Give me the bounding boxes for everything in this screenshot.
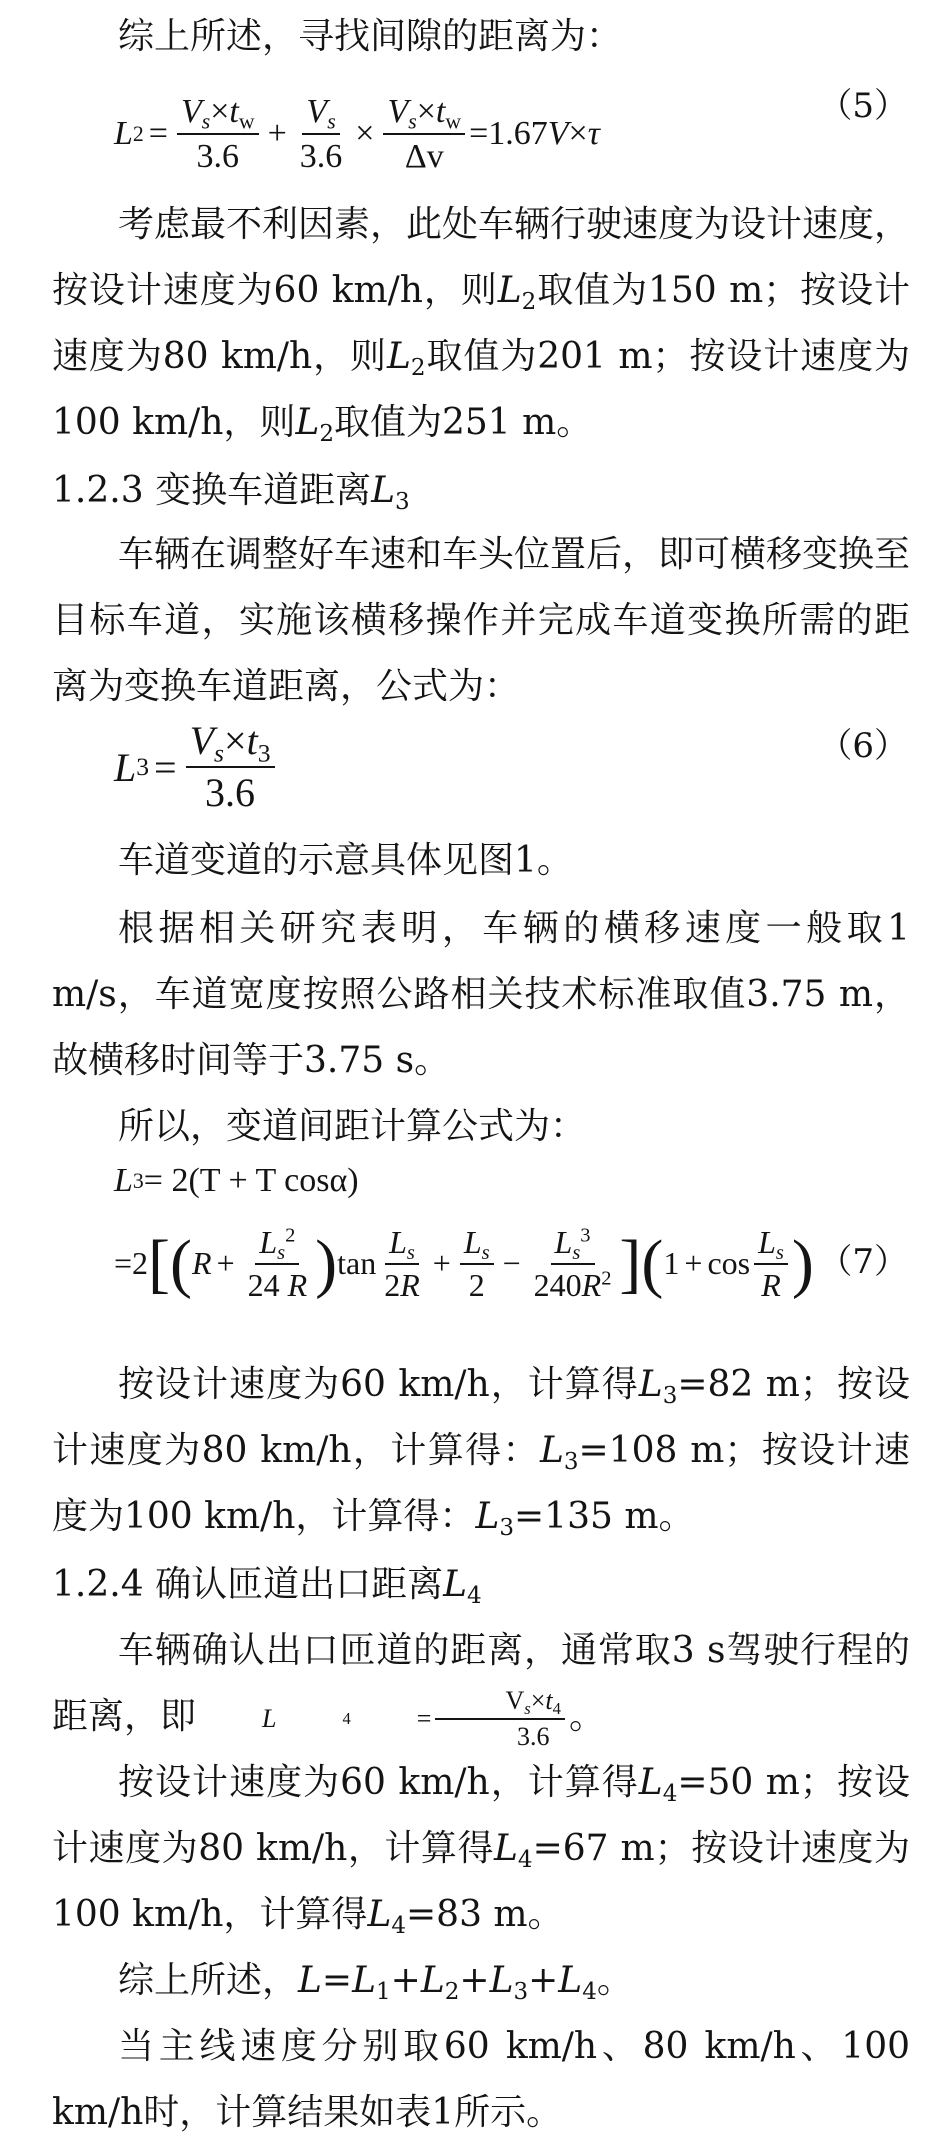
section-heading-1-2-4: 1.2.4 确认匝道出口距离$L_4$	[52, 1564, 482, 1609]
paragraph-design-speed-L2: 考虑最不利因素，此处车辆行驶速度为设计速度，按设计速度为60 km/h，则$L_2$取值为150 m；按设计速度为80 km/h，则$L_2$取值为201 m；按设计速度为100 km/h，则$L_2$取值为251 m。	[52, 204, 911, 447]
equation-7-line-2: = 2 [ ( R + $\frac{L_s^2}{24 R}$ ) tan $\frac{L_s}{2R}$ + $\frac{L_s}{2}$ − $\frac{L_s^3}{240R^2}$ ] ( 1 + cos $\frac{L_s}{R}$ )	[114, 1224, 814, 1303]
paragraph-figure-reference: 车道变道的示意具体见图1。	[118, 840, 573, 881]
paragraph-results-table-reference: 当主线速度分别取60 km/h、80 km/h、100 km/h时，计算结果如表1所示。	[52, 2026, 910, 2133]
equation-5-number: （5）	[818, 86, 908, 126]
paragraph-design-speed-L3: 按设计速度为60 km/h，计算得$L_3=82$ m；按设计速度为80 km/h，计算得：$L_3=108$ m；按设计速度为100 km/h，计算得：$L_3=135$ m。	[52, 1364, 910, 1541]
inline-equation-L4: L 4 = $\frac{V_s\times t_4}{3.6}$	[196, 1686, 569, 1752]
paragraph-design-speed-L4: 按设计速度为60 km/h，计算得$L_4=50$ m；按设计速度为80 km/h，计算得$L_4=67$ m；按设计速度为100 km/h，计算得$L_4=83$ m。	[52, 1762, 910, 1939]
section-heading-1-2-3: 1.2.3 变换车道距离$L_3$	[52, 470, 410, 515]
equation-7-number: （7）	[818, 1242, 908, 1282]
equation-7-line-1: L 3 = 2(T + T cosα)	[114, 1162, 359, 1199]
equation-6-number: （6）	[818, 726, 908, 766]
paragraph-total-formula: 综上所述，$L=L_1+L_2+L_3+L_4$。	[118, 1960, 633, 2005]
paragraph-summary-gap: 综上所述，寻找间隙的距离为：	[118, 16, 623, 57]
paragraph-exit-confirmation: 车辆确认出口匝道的距离，通常取3 s驾驶行程的距离，即 L 4 = $\frac{V_s\times t_4}{3.6}$ 。	[52, 1630, 910, 1751]
equation-6: L 3 = $\frac{V_s\times t_3}{3.6}$	[114, 718, 279, 816]
paragraph-lane-change-definition: 车辆在调整好车速和车头位置后，即可横移变换至目标车道，实施该横移操作并完成车道变换所需的距离为变换车道距离，公式为：	[52, 534, 911, 707]
paragraph-lateral-speed: 根据相关研究表明，车辆的横移速度一般取1 m/s，车道宽度按照公路相关技术标准取值3.75 m，故横移时间等于3.75 s。	[52, 908, 910, 1081]
paragraph-formula-intro: 所以，变道间距计算公式为：	[118, 1106, 587, 1147]
equation-5: L 2 = $\frac{V_s\times t_w}{3.6}$ + $\frac{V_s}{3.6}$ × $\frac{V_s\times t_w}{\Delta v}$ =1.67 V × τ	[114, 93, 600, 176]
